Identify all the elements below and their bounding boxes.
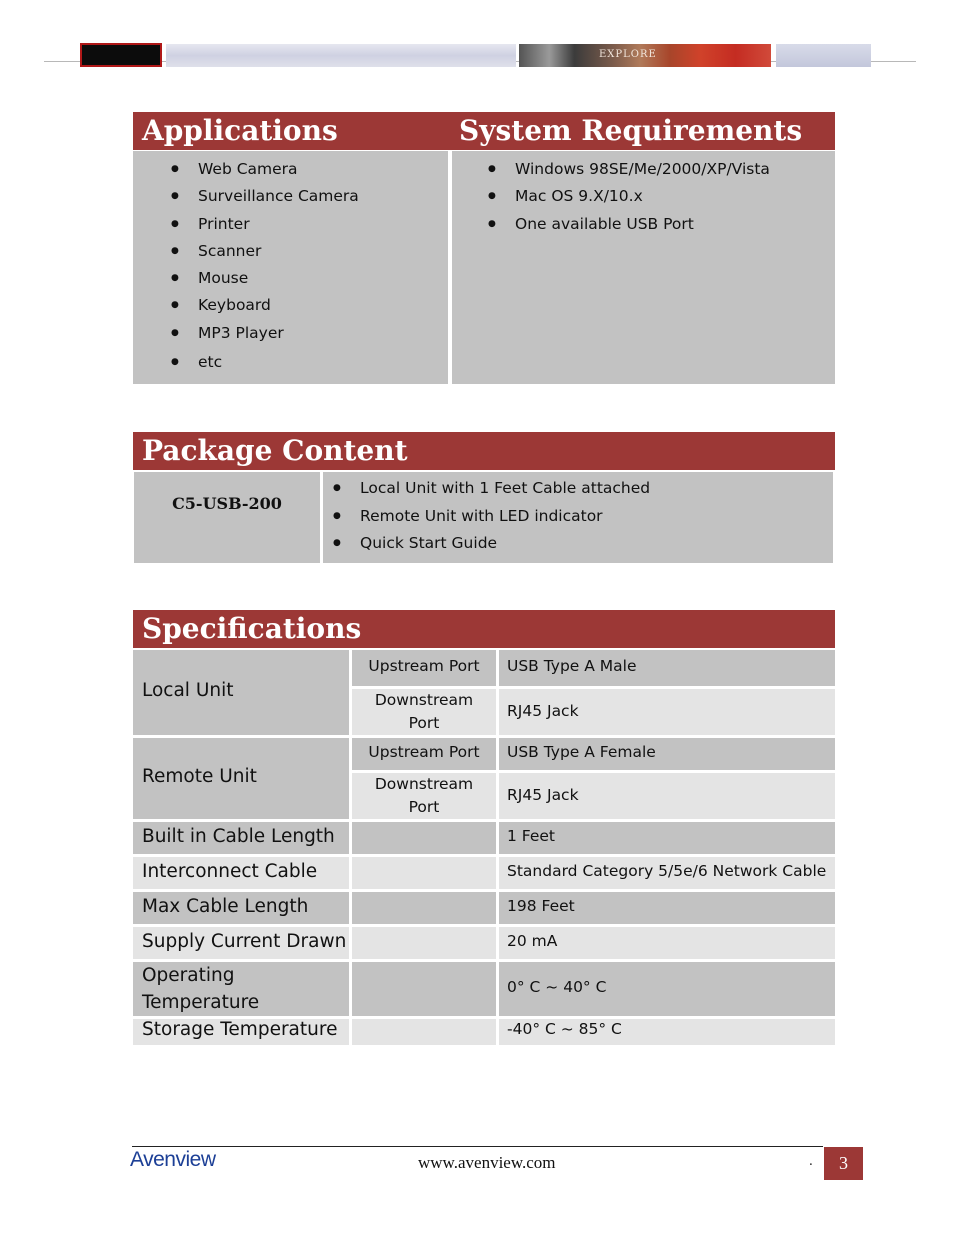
specifications-heading: Specifications (133, 610, 835, 648)
package-model: C5-USB-200 (172, 494, 282, 513)
list-item: ● Remote Unit with LED indicator (333, 505, 650, 533)
remote-upstream-label: Upstream Port (368, 743, 480, 761)
spec-value: 0° C ~ 40° C (507, 978, 607, 996)
table-row-empty-cell (352, 1019, 496, 1045)
system-requirements-heading: System Requirements (450, 112, 835, 150)
header-end-block (776, 44, 871, 67)
applications-list (171, 158, 359, 378)
list-item: ● Keyboard (171, 294, 359, 321)
table-row-empty-cell (352, 822, 496, 854)
list-item: ● etc (171, 351, 359, 378)
spec-label: Built in Cable Length (142, 826, 335, 847)
table-row-empty-cell (352, 962, 496, 1016)
list-item: ● MP3 Player (171, 322, 359, 351)
spec-value: 20 mA (507, 932, 558, 950)
footer-rule (132, 1146, 823, 1147)
package-model-cell (134, 472, 320, 563)
list-item: ● Quick Start Guide (333, 532, 650, 560)
list-item: ● Mouse (171, 267, 359, 294)
table-row-empty-cell (352, 892, 496, 924)
table-row-empty-cell (352, 857, 496, 889)
list-item: ● Mac OS 9.X/10.x (488, 185, 770, 212)
local-unit-label: Local Unit (142, 680, 234, 701)
remote-unit-label: Remote Unit (142, 766, 257, 787)
spec-label: Operating Temperature (142, 965, 260, 1013)
avenview-logo: Avenview (130, 1148, 216, 1171)
list-item: ● Windows 98SE/Me/2000/XP/Vista (488, 158, 770, 185)
package-items-list (333, 477, 650, 560)
spec-value: 1 Feet (507, 827, 556, 845)
list-item: ● Printer (171, 213, 359, 240)
applications-heading: Applications (133, 112, 450, 150)
spec-value: Standard Category 5/5e/6 Network Cable (507, 862, 827, 880)
local-downstream-value: RJ45 Jack (507, 702, 579, 720)
spec-value: -40° C ~ 85° C (507, 1020, 622, 1038)
spec-label: Interconnect Cable (142, 861, 318, 882)
header-photo-strip (519, 44, 771, 67)
spec-label: Storage Temperature (142, 1019, 338, 1040)
list-item: ● Local Unit with 1 Feet Cable attached (333, 477, 650, 505)
header-black-block (80, 43, 162, 67)
page-number-badge: 3 (824, 1147, 863, 1180)
footer-dot: . (809, 1153, 813, 1169)
header-gradient-bar (166, 44, 516, 67)
list-item: ● Surveillance Camera (171, 185, 359, 212)
list-item: ● Web Camera (171, 158, 359, 185)
local-upstream-label: Upstream Port (368, 657, 480, 675)
spec-label: Max Cable Length (142, 896, 309, 917)
local-upstream-value: USB Type A Male (507, 657, 637, 675)
table-row-empty-cell (352, 927, 496, 959)
footer-url[interactable]: www.avenview.com (418, 1153, 556, 1172)
list-item: ● Scanner (171, 240, 359, 267)
header-banner-text: EXPLORE (599, 49, 657, 60)
remote-upstream-value: USB Type A Female (507, 743, 656, 761)
spec-label: Supply Current Drawn (142, 931, 347, 952)
list-item: ● One available USB Port (488, 213, 770, 240)
package-content-heading: Package Content (133, 432, 835, 470)
local-downstream-label: Downstream Port (374, 691, 474, 732)
remote-downstream-value: RJ45 Jack (507, 786, 579, 804)
remote-downstream-label: Downstream Port (374, 775, 474, 816)
system-requirements-list (488, 158, 770, 240)
spec-value: 198 Feet (507, 897, 575, 915)
